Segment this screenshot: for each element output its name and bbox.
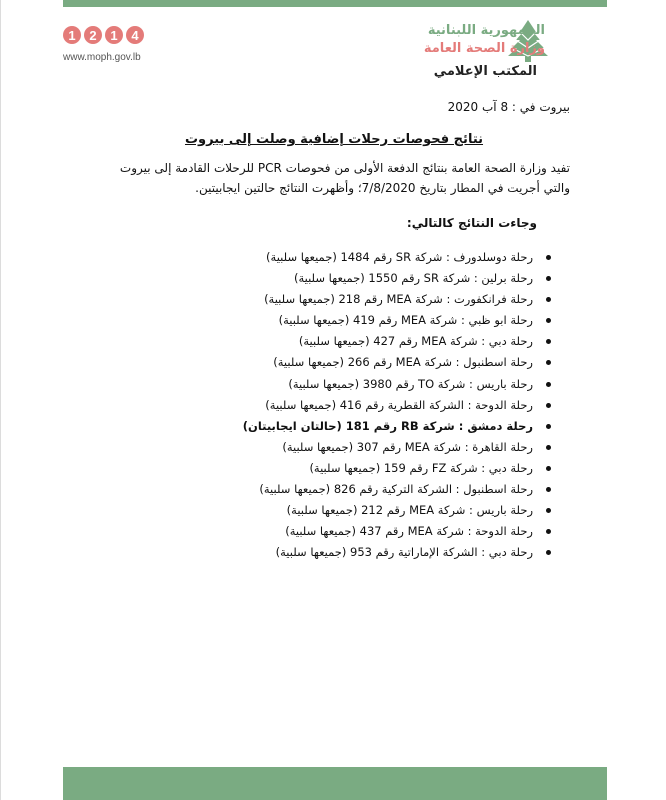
result-text: رحلة دبي : الشركة الإماراتية رقم 953 (جميعها سلبية) (275, 545, 533, 560)
bullet-icon (546, 424, 551, 429)
republic-label: الجمهورية اللبنانية (427, 23, 545, 38)
website-url: www.moph.gov.lb (63, 52, 141, 63)
result-text: رحلة اسطنبول : الشركة التركية رقم 826 (جميعها سلبية) (259, 482, 533, 497)
result-text: رحلة القاهرة : شركة MEA رقم 307 (جميعها سلبية) (282, 439, 533, 454)
result-item (243, 352, 551, 373)
result-text: رحلة باريس : شركة MEA رقم 212 (جميعها سلبية) (286, 503, 533, 518)
bottom-accent-bar (63, 767, 607, 800)
bullet-icon (546, 276, 551, 281)
bullet-icon (546, 360, 551, 365)
result-text: رحلة برلين : شركة SR رقم 1550 (جميعها سلبية) (293, 271, 533, 286)
bullet-icon (546, 297, 551, 302)
result-item (243, 395, 551, 416)
bullet-icon (546, 339, 551, 344)
document-title-text: نتائج فحوصات رحلات إضافية وصلت إلى بيروت (184, 132, 484, 147)
media-office-label: المكتب الإعلامي (433, 64, 537, 79)
result-text: رحلة الدوحة : الشركة القطرية رقم 416 (جميعها سلبية) (265, 397, 533, 412)
hotline-digit: 1 (105, 26, 123, 44)
hotline-digit: 2 (84, 26, 102, 44)
result-text: رحلة دوسلدورف : شركة SR رقم 1484 (جميعها سلبية) (266, 250, 533, 264)
intro-line: والتي أجريت في المطار بتاريخ 7/8/2020؛ وأظهرت النتائج حالتين ايجابيتين. (195, 181, 570, 195)
result-item (243, 479, 551, 500)
hotline-digit: 1 (63, 26, 81, 44)
result-text: رحلة دبي : شركة FZ رقم 159 (جميعها سلبية) (309, 460, 533, 475)
intro-line: تفيد وزارة الصحة العامة بنتائج الدفعة الأولى من فحوصات PCR للرحلات القادمة إلى بيروت (119, 161, 570, 175)
result-text: رحلة باريس : شركة TO رقم 3980 (جميعها سلبية) (288, 376, 533, 391)
bullet-icon (546, 466, 551, 471)
result-text: رحلة اسطنبول : شركة MEA رقم 266 (جميعها سلبية) (273, 355, 533, 370)
bullet-icon (546, 487, 551, 492)
result-item (243, 542, 551, 563)
hotline-badge (63, 26, 144, 44)
top-accent-bar (63, 0, 607, 7)
result-item (243, 500, 551, 521)
bullet-icon (546, 382, 551, 387)
result-item (243, 374, 551, 395)
results-heading: وجاءت النتائج كالتالي: (406, 216, 537, 230)
bullet-icon (546, 445, 551, 450)
result-text: رحلة دمشق : شركة RB رقم 181 (حالتان ايجابيتان) (242, 418, 533, 433)
bullet-icon (546, 403, 551, 408)
result-item (243, 331, 551, 352)
ministry-header (424, 22, 545, 58)
result-item-positive (243, 416, 551, 437)
bullet-icon (546, 508, 551, 513)
bullet-icon (546, 318, 551, 323)
result-text: رحلة الدوحة : شركة MEA رقم 437 (جميعها سلبية) (285, 524, 533, 539)
result-text: رحلة ابو ظبي : شركة MEA رقم 419 (جميعها سلبية) (278, 313, 533, 328)
result-text: رحلة دبي : شركة MEA رقم 427 (جميعها سلبية) (298, 334, 533, 349)
bullet-icon (546, 550, 551, 555)
result-item (243, 437, 551, 458)
document-title (1, 128, 666, 147)
results-list (243, 247, 551, 563)
document-date: بيروت في : 8 آب 2020 (447, 100, 570, 114)
result-text: رحلة فرانكفورت : شركة MEA رقم 218 (جميعها سلبية) (264, 292, 533, 307)
result-item (243, 247, 551, 268)
result-item (243, 289, 551, 310)
bullet-icon (546, 529, 551, 534)
result-item (243, 268, 551, 289)
result-item (243, 458, 551, 479)
ministry-label: وزارة الصحة العامة (423, 41, 545, 56)
bullet-icon (546, 255, 551, 260)
intro-paragraph (100, 158, 570, 198)
hotline-digit: 4 (126, 26, 144, 44)
result-item (243, 310, 551, 331)
result-item (243, 521, 551, 542)
